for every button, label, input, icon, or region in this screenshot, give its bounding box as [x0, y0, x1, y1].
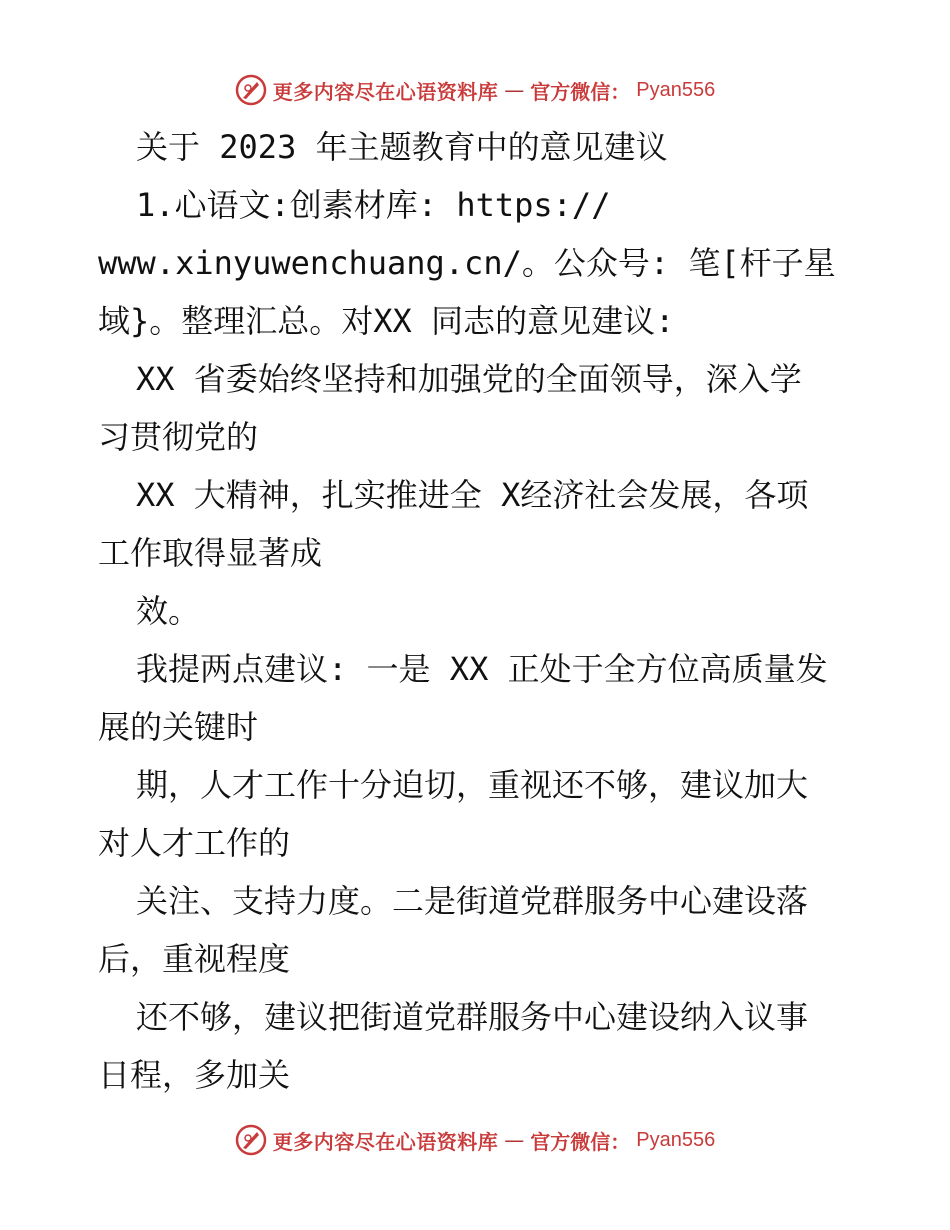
banner-wechat-label: 官方微信： — [530, 1129, 631, 1154]
text-line: www.xinyuwenchuang.cn/。公众号: 笔[杆子星 — [98, 244, 836, 282]
text-line: 期，人才工作十分迫切，重视还不够，建议加大 — [136, 766, 809, 804]
text-line: 域}。整理汇总。对XX 同志的意见建议: — [98, 302, 675, 340]
text-line: 还不够，建议把街道党群服务中心建设纳入议事 — [136, 998, 809, 1036]
text-line: 对人才工作的 — [98, 824, 291, 862]
text-line: 1.心语文:创素材库: https:// — [136, 186, 611, 224]
banner-slogan: 更多内容尽在心语资料库 — [272, 1129, 499, 1154]
document-body — [98, 118, 878, 1104]
text-line: 习贯彻党的 — [98, 418, 259, 456]
text-line: 效。 — [136, 592, 201, 630]
text-line: XX 省委始终坚持和加强党的全面领导，深入学 — [136, 360, 802, 398]
text-line: 工作取得显著成 — [98, 534, 323, 572]
banner-wechat-id: Pyan556 — [636, 1128, 716, 1151]
banner-separator: — — [504, 1128, 525, 1152]
footer-banner — [0, 1120, 950, 1160]
text-line: 关注、支持力度。二是街道党群服务中心建设落 — [136, 882, 809, 920]
document-title: 关于 2023 年主题教育中的意见建议 — [136, 128, 668, 166]
header-banner — [0, 70, 950, 110]
banner-wechat-id: Pyan556 — [636, 78, 716, 101]
quill-logo-icon — [235, 1124, 267, 1156]
text-line: 日程，多加关 — [98, 1056, 291, 1094]
text-line: 展的关键时 — [98, 708, 259, 746]
quill-logo-icon — [235, 74, 267, 106]
banner-wechat-label: 官方微信： — [530, 79, 631, 104]
text-line: 我提两点建议: 一是 XX 正处于全方位高质量发 — [136, 650, 828, 688]
text-line: 后，重视程度 — [98, 940, 291, 978]
banner-separator: — — [504, 78, 525, 102]
text-line: XX 大精神，扎实推进全 X经济社会发展，各项 — [136, 476, 809, 514]
banner-slogan: 更多内容尽在心语资料库 — [272, 79, 499, 104]
